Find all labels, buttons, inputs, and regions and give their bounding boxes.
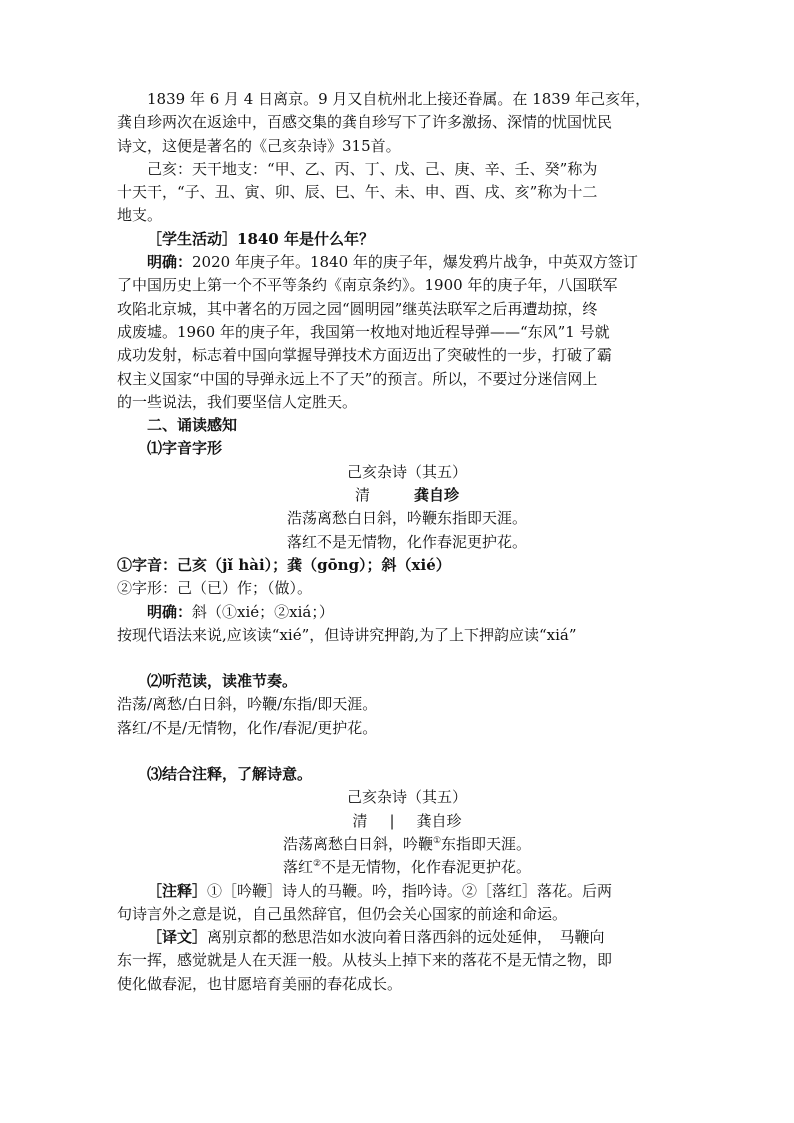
activity-heading: ［学生活动］1840 年是什么年？ — [147, 229, 374, 248]
poem-text: 东指即天涯。 — [441, 834, 532, 853]
poem-line: 浩荡离愁白日斜，吟鞭东指即天涯。 — [286, 509, 527, 528]
notes-text: ①［吟鞭］诗人的马鞭。吟，指吟诗。②［落红］落花。后两 — [207, 881, 613, 900]
clarify-line — [117, 601, 697, 624]
text-line: 成功发射，标志着中国向掌握导弹技术方面迈出了突破性的一步，打破了霸 — [117, 346, 613, 365]
text-line — [117, 251, 697, 274]
text-line: 东一挥，感觉就是人在天涯一般。从枝头上掉下来的落花不是无情之物，即 — [117, 951, 613, 970]
notes-label: ［注释］ — [147, 881, 208, 900]
modern-reading-note: 按现代语法来说,应该读“xié”，但诗讲究押韵,为了上下押韵应读“xiá” — [117, 625, 577, 644]
poem-text: 浩荡离愁白日斜，吟鞭 — [282, 834, 433, 853]
text-line: 攻陷北京城，其中著名的万园之园“圆明园”继英法联军之后再遭劫掠，终 — [117, 299, 598, 318]
text-line: 龚自珍两次在返途中，百感交集的龚自珍写下了许多激扬、深情的忧国忧民 — [117, 113, 613, 132]
jihai-paragraph — [117, 158, 697, 228]
poem-text: 落红 — [282, 858, 313, 877]
jihai-text: 天干地支：“甲、乙、丙、丁、戊、己、庚、辛、壬、癸”称为 — [192, 159, 598, 178]
intro-paragraph — [117, 88, 697, 158]
translation-label: ［译文］ — [147, 928, 208, 947]
poem-text: 不是无情物，化作春泥更护花。 — [321, 858, 532, 877]
poem-title: 己亥杂诗（其五） — [346, 788, 467, 807]
subsection-heading-rhythm: ⑵听范读，读准节奏。 — [147, 672, 298, 691]
subsection-heading-meaning: ⑶结合注释，了解诗意。 — [147, 765, 313, 784]
rhythm-line: 浩荡/离愁/白日斜，吟鞭/东指/即天涯。 — [117, 695, 378, 714]
text-line — [117, 880, 697, 903]
jihai-label: 己亥： — [147, 159, 193, 178]
text-line: 句诗言外之意是说，自己虽然辞官，但仍会关心国家的前途和命运。 — [117, 904, 568, 923]
poem-block-annotated — [117, 786, 697, 879]
poem-dynasty: 清 — [352, 811, 368, 830]
text-line: 的一些说法，我们要坚信人定胜天。 — [117, 392, 358, 411]
text-line: 地支。 — [117, 206, 163, 225]
subsection-heading-pronunciation: ⑴字音字形 — [147, 439, 223, 458]
poem-title: 己亥杂诗（其五） — [346, 462, 467, 481]
poem-block — [117, 461, 697, 554]
poem-byline — [117, 810, 697, 833]
poem-line — [117, 856, 697, 879]
translation-text: 离别京都的愁思浩如水波向着日落西斜的远处延伸， 马鞭向 — [207, 928, 605, 947]
pronunciation-line: ①字音：己亥（jǐ hài）；龚（gōng）；斜（xié） — [117, 555, 451, 574]
rhythm-line: 落红/不是/无情物，化作/春泥/更护花。 — [117, 718, 378, 737]
poem-author: 龚自珍 — [416, 811, 462, 830]
text-line: 使化做春泥，也甘愿培育美丽的春花成长。 — [117, 974, 403, 993]
clarify-label: 明确： — [147, 253, 193, 272]
student-activity — [117, 228, 697, 414]
poem-line: 落红不是无情物，化作春泥更护花。 — [286, 532, 527, 551]
text-line: 了中国历史上第一个不平等条约《南京条约》。1900 年的庚子年，八国联军 — [117, 276, 618, 295]
text-line: 成废墟。1960 年的庚子年，我国第一枚地对地近程导弹——“东风”1 号就 — [117, 322, 610, 341]
translation-paragraph — [117, 926, 697, 996]
section-heading: 二、诵读感知 — [147, 416, 238, 435]
clarify-text: 斜（①xié；②xiá；） — [192, 602, 334, 621]
notes-paragraph — [117, 880, 697, 927]
clarify-text: 2020 年庚子年。1840 年的庚子年，爆发鸦片战争，中英双方签订 — [192, 253, 638, 272]
text-line: 诗文，这便是著名的《己亥杂诗》315首。 — [117, 136, 401, 155]
text-line: 1839 年 6 月 4 日离京。9 月又自杭州北上接还眷属。在 1839 年己亥年， — [147, 90, 651, 108]
character-form-line: ②字形：己（已）作；（做）。 — [117, 579, 313, 598]
text-line — [117, 926, 697, 949]
footnote-marker: ① — [432, 835, 442, 846]
poem-dynasty: 清 — [354, 486, 370, 505]
footnote-marker: ② — [312, 859, 322, 870]
byline-separator: | — [389, 811, 395, 830]
text-line: 权主义国家“中国的导弹永远上不了天”的预言。所以，不要过分迷信网上 — [117, 369, 598, 388]
document-body — [117, 88, 697, 996]
poem-byline — [117, 484, 697, 507]
clarify-label: 明确： — [147, 602, 193, 621]
text-line — [117, 158, 697, 181]
text-line: 十天干，“子、丑、寅、卯、辰、巳、午、未、申、酉、戌、亥”称为十二 — [117, 183, 598, 202]
poem-author: 龚自珍 — [414, 486, 460, 505]
poem-line — [117, 833, 697, 856]
